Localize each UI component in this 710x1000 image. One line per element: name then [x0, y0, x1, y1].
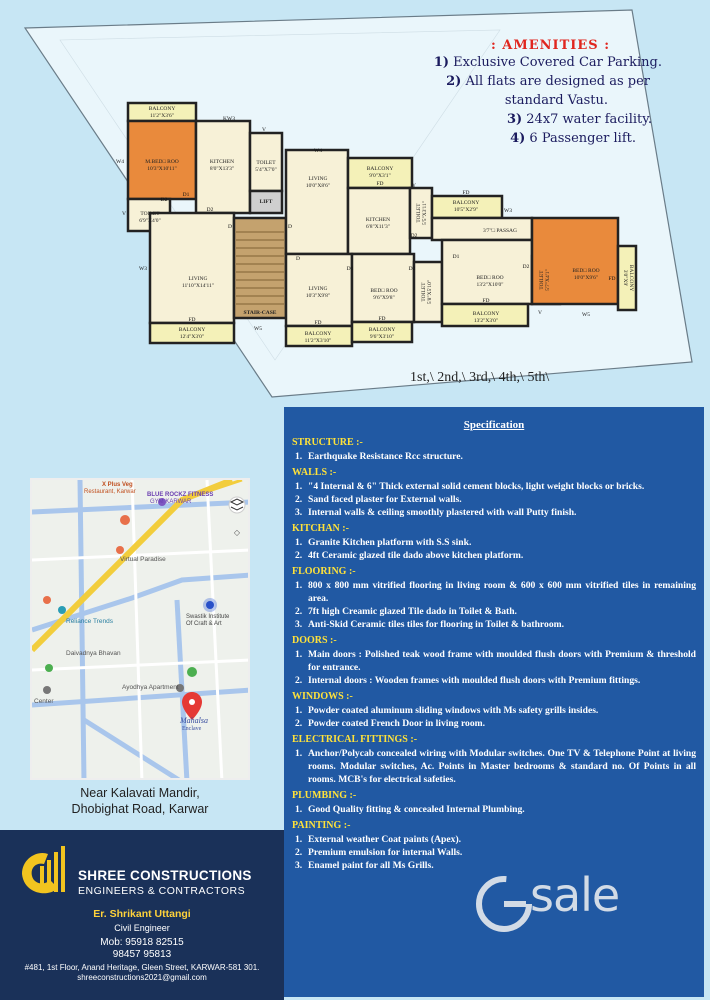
svg-text:FD: FD: [378, 316, 386, 322]
svg-text:D2: D2: [410, 233, 418, 239]
spec-item: 3. Internal walls & ceiling smoothly plastered with wall Putty finish.: [295, 507, 577, 518]
svg-text:BALCONY: BALCONY: [304, 331, 332, 337]
spec-item: 1. Granite Kitchen platform with S.S sink.: [295, 537, 472, 548]
spec-list: [292, 803, 696, 816]
svg-text:KW3: KW3: [223, 116, 235, 122]
svg-text:BED□ ROO: BED□ ROO: [476, 275, 504, 281]
spec-item: 1. Anchor/Polycab concealed wiring with Modular switches. One TV & Telephone Point at living rooms. Modular switches, Ac. Points in Master bedrooms & standard no. Of Points in all rooms. MCB's for electrical safeties.: [295, 748, 696, 785]
svg-text:3'7"□ PASSAG: 3'7"□ PASSAG: [482, 228, 518, 234]
living-left: [150, 213, 234, 323]
svg-text:9'6"X9'8": 9'6"X9'8": [373, 295, 395, 301]
svg-text:D2: D2: [522, 264, 530, 270]
spec-item: 1. Powder coated aluminum sliding windows with Ms safety grills insides.: [295, 705, 599, 716]
amenity-item: 4) 6 Passenger lift.: [510, 131, 636, 146]
svg-text:FD: FD: [462, 190, 470, 196]
svg-text:TOILET: TOILET: [256, 160, 276, 166]
balcony-bottom-left: [150, 323, 234, 343]
spec-section-title: WINDOWS :-: [292, 691, 353, 702]
map-label: Ayodhya Apartment: [122, 684, 179, 691]
svg-text:LIVING: LIVING: [308, 286, 328, 292]
svg-text:◇: ◇: [233, 528, 241, 537]
svg-text:BALCONY: BALCONY: [366, 166, 394, 172]
amenity-item: 2) All flats are designed as per: [446, 74, 650, 89]
svg-text:D2: D2: [408, 266, 416, 272]
svg-text:TOILET: TOILET: [421, 282, 427, 302]
map-label: Center: [34, 698, 54, 705]
svg-text:8'0"X13'3": 8'0"X13'3": [209, 166, 235, 172]
spec-item: 3. Enamel paint for all Ms Grills.: [295, 860, 434, 871]
svg-text:Y: Y: [412, 183, 416, 189]
svg-text:13'2"X10'0": 13'2"X10'0": [476, 282, 504, 288]
svg-text:D: D: [288, 224, 292, 230]
svg-text:6'8"X11'3": 6'8"X11'3": [366, 224, 390, 230]
svg-text:5'5"X3'11": 5'5"X3'11": [422, 201, 428, 225]
map-pin-restaurant: [120, 515, 130, 525]
svg-text:BALCONY: BALCONY: [452, 200, 480, 206]
spec-section-title: FLOORING :-: [292, 566, 356, 577]
svg-text:BED□ ROO: BED□ ROO: [572, 268, 600, 274]
spec-item: 1. 800 x 800 mm vitrified flooring in living room & 600 x 600 mm vitrified tiles in remaining area.: [295, 580, 696, 604]
spec-title: Specification: [463, 419, 525, 431]
svg-text:11'2"X3'6": 11'2"X3'6": [150, 113, 174, 119]
amenity-item: 1) Exclusive Covered Car Parking.: [433, 55, 662, 70]
svg-text:FD: FD: [188, 317, 196, 323]
svg-text:TOILET: TOILET: [539, 270, 545, 290]
svg-text:BALCONY: BALCONY: [628, 264, 634, 292]
svg-text:FD: FD: [608, 276, 616, 282]
svg-text:BALCONY: BALCONY: [148, 106, 176, 112]
spec-item: 3. Anti-Skid Ceramic tiles tiles for flooring in Toilet & bathroom.: [295, 619, 565, 630]
spec-list: [292, 450, 696, 463]
svg-text:TOILET: TOILET: [140, 211, 160, 217]
svg-text:V: V: [122, 211, 126, 217]
svg-text:D1: D1: [452, 254, 460, 260]
company-logo-icon: [18, 844, 68, 900]
svg-text:10'3"X10'11": 10'3"X10'11": [147, 166, 177, 172]
svg-text:V: V: [538, 310, 542, 316]
company-card: [0, 830, 284, 1000]
svg-text:D2: D2: [160, 197, 168, 203]
spec-item: 2. Powder coated French Door in living room.: [295, 718, 486, 729]
spec-item: 1. Main doors : Polished teak wood frame with moulded flush doors with Premium & threshold for entrance.: [295, 649, 696, 673]
company-subtitle: ENGINEERS & CONTRACTORS: [78, 885, 246, 897]
svg-text:9'6"X3'10": 9'6"X3'10": [369, 334, 395, 340]
svg-text:LIVING: LIVING: [308, 176, 328, 182]
svg-text:BALCONY: BALCONY: [178, 327, 206, 333]
map-label: Virtual Paradise: [120, 556, 166, 563]
map-label: BLUE ROCKZ FITNESS: [147, 492, 214, 498]
svg-text:5'7"X4'1": 5'7"X4'1": [545, 269, 551, 291]
spec-section-title: STRUCTURE :-: [292, 437, 363, 448]
spec-list: [292, 833, 696, 872]
engineer-name: Er. Shrikant Uttangi: [93, 908, 191, 920]
map-label: Restaurant, Karwar: [84, 489, 136, 495]
svg-text:KITCHEN: KITCHEN: [365, 217, 391, 223]
map-label: Swastik Institute: [186, 614, 230, 620]
svg-text:D1: D1: [346, 266, 354, 272]
spec-list: [292, 579, 696, 631]
svg-text:BED□ ROO: BED□ ROO: [370, 288, 398, 294]
map-pin-sublabel: Enclave: [182, 726, 202, 732]
map-caption: Near Kalavati Mandir, Dhobighat Road, Karwar: [71, 786, 209, 816]
spec-item: 2. 4ft Ceramic glazed tile dado above kitchen platform.: [295, 550, 524, 561]
svg-text:5'4"X7'0": 5'4"X7'0": [255, 167, 277, 173]
map-label: X Plus Veg: [102, 482, 133, 488]
bedroom-right-1: [442, 240, 532, 304]
svg-text:D: D: [296, 256, 300, 262]
svg-text:D2: D2: [206, 207, 214, 213]
svg-text:W4: W4: [314, 148, 322, 154]
map-label: Daivadnya Bhavan: [66, 650, 121, 657]
spec-list: [292, 480, 696, 519]
svg-text:BALCONY: BALCONY: [472, 311, 500, 317]
svg-text:W3: W3: [139, 266, 147, 272]
spec-sections: [292, 437, 696, 872]
svg-text:D: D: [228, 224, 232, 230]
svg-text:STAIR-CASE: STAIR-CASE: [243, 310, 277, 316]
svg-text:3'0"X9': 3'0"X9': [622, 269, 628, 287]
spec-item: 2. Sand faced plaster for External walls.: [295, 494, 462, 505]
svg-text:13'2"X3'0": 13'2"X3'0": [473, 318, 499, 324]
svg-text:10'0"X8'6": 10'0"X8'6": [305, 183, 331, 189]
amenity-item: standard Vastu.: [504, 93, 608, 108]
company-name: SHREE CONSTRUCTIONS: [78, 868, 252, 883]
spec-section-title: PAINTING :-: [292, 820, 351, 831]
spec-section-title: KITCHAN :-: [292, 523, 349, 534]
mobile-numbers: Mob: 95918 82515 98457 95813: [100, 937, 184, 960]
spec-list: [292, 536, 696, 562]
spec-list: [292, 648, 696, 687]
map-label: Of Craft & Art: [186, 621, 222, 627]
svg-text:W5: W5: [254, 326, 262, 332]
map-label: Reliance Trends: [66, 618, 113, 625]
spec-item: 1. Good Quality fitting & concealed Internal Plumbing.: [295, 804, 525, 815]
floors-label: 1st,\ 2nd,\ 3rd,\ 4th,\ 5th\: [410, 370, 550, 385]
map-label: GYM KARWAR: [150, 499, 192, 505]
svg-text:D1: D1: [182, 192, 190, 198]
amenities-panel: [362, 38, 662, 148]
svg-text:FD: FD: [376, 181, 384, 187]
svg-text:5'8"X5'10": 5'8"X5'10": [427, 279, 433, 305]
spec-item: 2. Premium emulsion for internal Walls.: [295, 847, 463, 858]
svg-text:W3: W3: [504, 208, 512, 214]
amenities-title: : AMENITIES :: [490, 38, 610, 53]
svg-text:LIFT: LIFT: [259, 199, 273, 205]
svg-text:KITCHEN: KITCHEN: [209, 159, 235, 165]
spec-item: 2. Internal doors : Wooden frames with moulded flush doors with Premium fittings.: [295, 675, 641, 686]
spec-item: 1. "4 Internal & 6" Thick external solid cement blocks, light weight blocks or bricks.: [295, 481, 645, 492]
spec-section-title: ELECTRICAL FITTINGS :-: [292, 734, 418, 745]
svg-text:11'2"X3'10": 11'2"X3'10": [304, 338, 332, 344]
svg-text:FD: FD: [314, 320, 322, 326]
svg-text:11'10"X14'11": 11'10"X14'11": [181, 283, 215, 289]
watermark-text: sale: [530, 868, 620, 922]
svg-text:10'5"X2'9": 10'5"X2'9": [453, 207, 479, 213]
amenity-item: 3) 24x7 water facility.: [506, 112, 652, 127]
svg-text:10'3"X9'8": 10'3"X9'8": [305, 293, 331, 299]
engineer-role: Civil Engineer: [114, 923, 170, 933]
spec-section-title: PLUMBING :-: [292, 790, 357, 801]
svg-text:LIVING: LIVING: [188, 276, 208, 282]
company-address: #481, 1st Floor, Anand Heritage, Gleen Street, KARWAR-581 301. shreeconstructions2021@gmail.com: [24, 963, 260, 982]
spec-section-title: WALLS :-: [292, 467, 337, 478]
living-mid: [286, 150, 348, 254]
svg-text:M.BED□ ROO: M.BED□ ROO: [145, 159, 179, 165]
svg-text:TOILET: TOILET: [416, 203, 422, 223]
spec-item: 1. External weather Coat paints (Apex).: [295, 834, 462, 845]
location-map[interactable]: [30, 478, 250, 780]
svg-text:W5: W5: [582, 312, 590, 318]
staircase: [234, 218, 286, 318]
map-pin-label: Mahalsa: [180, 716, 208, 725]
spec-item: 1. Earthquake Resistance Rcc structure.: [295, 451, 463, 462]
spec-item: 2. 7ft high Creamic glazed Tile dado in Toilet & Bath.: [295, 606, 517, 617]
spec-list: [292, 747, 696, 786]
spec-list: [292, 704, 696, 730]
svg-text:V: V: [262, 127, 266, 133]
svg-text:10'0"X9'6": 10'0"X9'6": [573, 275, 599, 281]
svg-text:BALCONY: BALCONY: [368, 327, 396, 333]
svg-text:6'9"X4'0": 6'9"X4'0": [139, 218, 161, 224]
svg-text:9'0"X3'1": 9'0"X3'1": [369, 173, 391, 179]
svg-text:W4: W4: [116, 159, 124, 165]
svg-text:12'4"X3'0": 12'4"X3'0": [179, 334, 205, 340]
spec-section-title: DOORS :-: [292, 635, 337, 646]
svg-text:FD: FD: [482, 298, 490, 304]
